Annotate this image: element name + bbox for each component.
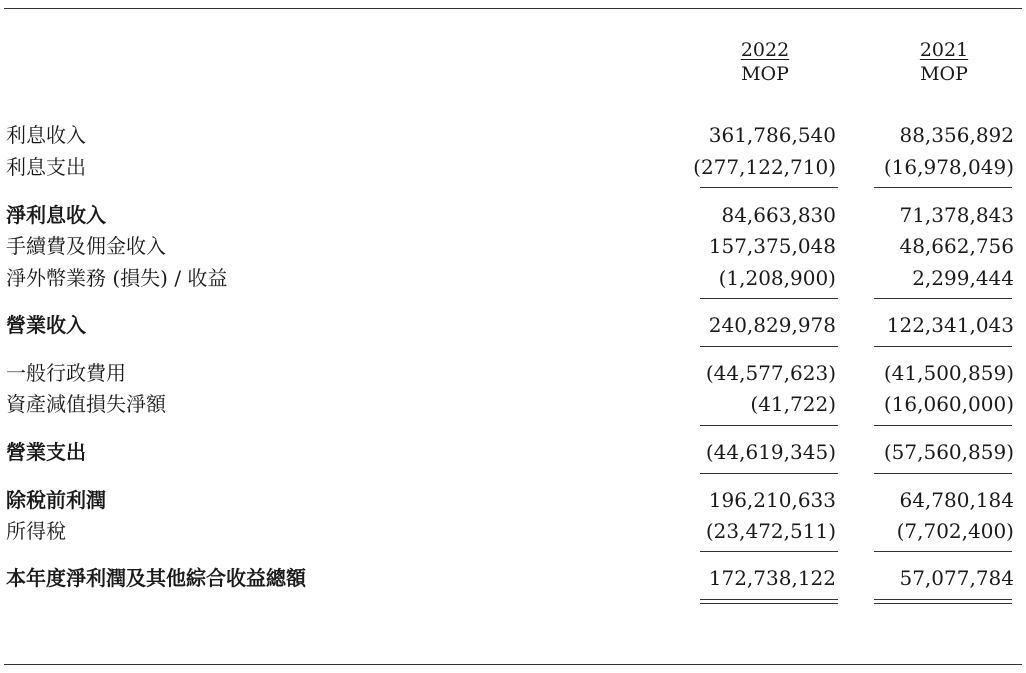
bottom-rule bbox=[4, 664, 1022, 665]
subtotal-line bbox=[700, 346, 838, 347]
value-2021: (16,060,000) bbox=[883, 392, 1014, 416]
top-rule bbox=[4, 8, 1022, 9]
value-2022: (277,122,710) bbox=[693, 155, 836, 179]
value-2021: 88,356,892 bbox=[899, 123, 1014, 147]
year-2021: 2021 bbox=[919, 39, 969, 61]
value-2022: 240,829,978 bbox=[708, 313, 836, 337]
table-row bbox=[0, 152, 1026, 182]
value-2022: 172,738,122 bbox=[708, 566, 836, 590]
value-2021: (16,978,049) bbox=[883, 155, 1014, 179]
value-2022: 196,210,633 bbox=[708, 488, 836, 512]
table-row bbox=[0, 200, 1026, 230]
row-label: 手續費及佣金收入 bbox=[6, 234, 166, 258]
value-2021: (57,560,859) bbox=[883, 440, 1014, 464]
subtotal-line bbox=[874, 473, 1012, 474]
row-label: 一般行政費用 bbox=[6, 361, 126, 385]
row-label: 淨利息收入 bbox=[6, 203, 106, 227]
subtotal-line bbox=[874, 425, 1012, 426]
value-2021: 64,780,184 bbox=[899, 488, 1014, 512]
value-2021: 2,299,444 bbox=[912, 266, 1014, 290]
total-double-line bbox=[874, 599, 1012, 604]
subtotal-line bbox=[874, 346, 1012, 347]
row-label: 營業支出 bbox=[6, 440, 86, 464]
value-2022: (23,472,511) bbox=[705, 519, 836, 543]
row-label: 除稅前利潤 bbox=[6, 488, 106, 512]
value-2022: (44,577,623) bbox=[705, 361, 836, 385]
row-label: 本年度淨利潤及其他綜合收益總額 bbox=[6, 566, 306, 590]
currency-2021: MOP bbox=[920, 63, 968, 85]
row-label: 利息支出 bbox=[6, 155, 86, 179]
value-2022: (41,722) bbox=[750, 392, 836, 416]
subtotal-line bbox=[874, 551, 1012, 552]
currency-2022: MOP bbox=[741, 63, 789, 85]
total-double-line bbox=[700, 599, 838, 604]
table-row bbox=[0, 389, 1026, 419]
table-row bbox=[0, 516, 1026, 546]
value-2021: 71,378,843 bbox=[899, 203, 1014, 227]
table-row bbox=[0, 263, 1026, 293]
subtotal-line bbox=[700, 187, 838, 188]
subtotal-line bbox=[874, 298, 1012, 299]
table-row bbox=[0, 358, 1026, 388]
column-header-2022 bbox=[700, 38, 830, 86]
value-2021: 57,077,784 bbox=[899, 566, 1014, 590]
value-2021: (7,702,400) bbox=[896, 519, 1014, 543]
value-2021: (41,500,859) bbox=[883, 361, 1014, 385]
row-label: 所得稅 bbox=[6, 519, 66, 543]
row-label: 營業收入 bbox=[6, 313, 86, 337]
value-2022: 361,786,540 bbox=[708, 123, 836, 147]
subtotal-line bbox=[874, 187, 1012, 188]
column-header-2021 bbox=[874, 38, 1014, 86]
subtotal-line bbox=[700, 473, 838, 474]
table-row bbox=[0, 310, 1026, 340]
table-row bbox=[0, 485, 1026, 515]
subtotal-line bbox=[700, 551, 838, 552]
value-2022: 157,375,048 bbox=[708, 234, 836, 258]
table-row bbox=[0, 437, 1026, 467]
value-2021: 48,662,756 bbox=[899, 234, 1014, 258]
row-label: 淨外幣業務 (損失) / 收益 bbox=[6, 266, 228, 290]
year-2022: 2022 bbox=[740, 39, 790, 61]
value-2022: (1,208,900) bbox=[718, 266, 836, 290]
subtotal-line bbox=[700, 425, 838, 426]
subtotal-line bbox=[700, 298, 838, 299]
row-label: 利息收入 bbox=[6, 123, 86, 147]
table-row bbox=[0, 231, 1026, 261]
value-2022: 84,663,830 bbox=[721, 203, 836, 227]
row-label: 資產減值損失淨額 bbox=[6, 392, 166, 416]
table-row bbox=[0, 120, 1026, 150]
value-2021: 122,341,043 bbox=[886, 313, 1014, 337]
value-2022: (44,619,345) bbox=[705, 440, 836, 464]
table-row bbox=[0, 563, 1026, 593]
